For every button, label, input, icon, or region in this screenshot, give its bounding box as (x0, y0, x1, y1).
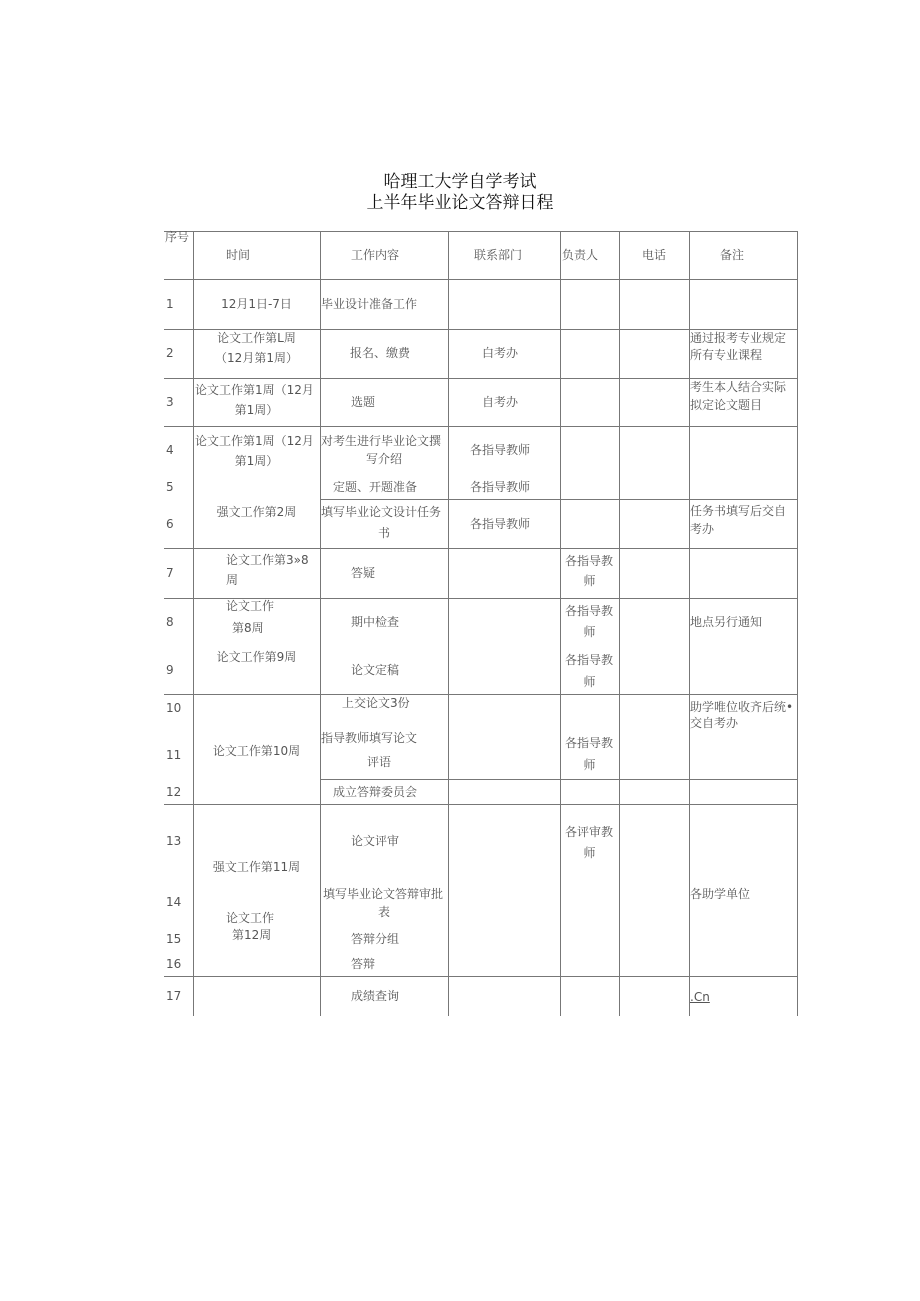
header-dept: 联系部门 (473, 248, 522, 262)
dept-cell: 白考办 (481, 346, 518, 360)
title-line-2: 上半年毕业论文答辩日程 (366, 193, 554, 213)
note-cell: 地点另行通知 (690, 615, 763, 629)
table-line (320, 779, 798, 780)
time-cell: 论文工作第9周 (216, 650, 297, 664)
time-cell: 论文工作第L周 (217, 331, 296, 345)
table-line (164, 804, 798, 805)
table-line (164, 426, 798, 427)
content-cell: 报名、缴费 (349, 346, 410, 360)
seq-cell: 15 (166, 932, 182, 946)
note-cell: 通过报考专业规定 (690, 331, 787, 345)
time-cell: 12月1日-7日 (221, 297, 292, 311)
content-cell: 表 (377, 905, 390, 919)
note-cell: 考办 (690, 522, 715, 536)
seq-cell: 6 (166, 517, 174, 531)
dept-cell: 各指导教师 (469, 480, 530, 494)
time-cell: 论文工作第1周（12月 (195, 383, 314, 397)
person-cell: 各指导教 (565, 653, 614, 667)
note-cell: 助学唯位收齐后统• (690, 700, 794, 714)
header-time: 时间 (225, 248, 250, 262)
header-note: 备注 (719, 248, 744, 262)
seq-cell: 16 (166, 957, 182, 971)
seq-cell: 7 (166, 566, 174, 580)
table-line (164, 279, 798, 280)
content-cell: 填写毕业论文答辩审批 (323, 887, 444, 901)
dept-cell: 各指导教师 (469, 443, 530, 457)
content-cell: 成绩查询 (351, 989, 400, 1003)
time-cell: 论文工作第3»8 (226, 553, 309, 567)
person-cell: 师 (583, 758, 596, 772)
seq-cell: 17 (166, 989, 182, 1003)
time-cell: 强文工作第11周 (212, 860, 301, 874)
content-cell: 评语 (367, 755, 392, 769)
seq-cell: 5 (166, 480, 174, 494)
content-cell: 论文定稿 (351, 663, 400, 677)
content-cell: 论文评审 (351, 834, 400, 848)
time-cell: 第12周 (232, 928, 272, 942)
time-cell: （12月第1周） (215, 351, 298, 365)
time-cell: 周 (226, 573, 239, 587)
content-cell: 答辩分组 (351, 932, 400, 946)
table-line (164, 231, 798, 232)
note-cell: 考生本人结合实际 (690, 380, 787, 394)
person-cell: 各指导教 (565, 554, 614, 568)
person-cell: 各指导教 (565, 604, 614, 618)
content-cell: 写介绍 (365, 452, 402, 466)
person-cell: 师 (583, 625, 596, 639)
content-cell: 指导教师填写论文 (321, 731, 418, 745)
note-cell: 拟定论文题目 (690, 398, 763, 412)
time-cell: 第1周） (234, 454, 279, 468)
content-cell: 答辩 (351, 957, 376, 971)
time-cell: 论文工作 (226, 599, 275, 613)
note-cell: 任务书填写后交自 (690, 504, 787, 518)
table-line (320, 499, 798, 500)
seq-cell: 12 (166, 785, 182, 799)
table-line (164, 694, 798, 695)
note-cell: 各助学单位 (690, 887, 751, 901)
content-cell: 答疑 (351, 566, 376, 580)
time-cell: 第1周） (234, 403, 279, 417)
content-cell: 选题 (351, 395, 376, 409)
title-line-1: 哈理工大学自学考试 (383, 172, 537, 192)
content-cell: 成立答辩委员会 (333, 785, 418, 799)
content-cell: 定题、开题准备 (333, 480, 418, 494)
seq-cell: 4 (166, 443, 174, 457)
note-link[interactable]: .Cn (690, 990, 710, 1004)
dept-cell: 各指导教师 (469, 517, 530, 531)
content-cell: 填写毕业论文设计任务 (321, 505, 442, 519)
person-cell: 各评审教 (565, 825, 614, 839)
seq-cell: 2 (166, 346, 174, 360)
content-cell: 对考生进行毕业论文撰 (321, 434, 442, 448)
time-cell: 论文工作第1周（12月 (195, 434, 314, 448)
table-line (619, 231, 620, 1016)
person-cell: 师 (583, 574, 596, 588)
seq-cell: 3 (166, 395, 174, 409)
seq-cell: 10 (166, 701, 182, 715)
content-cell: 毕业设计准备工作 (321, 297, 418, 311)
time-cell: 论文工作 (226, 911, 275, 925)
person-cell: 各指导教 (565, 736, 614, 750)
content-cell: 上交论文3份 (342, 696, 410, 710)
content-cell: 期中检查 (351, 615, 400, 629)
table-line (164, 548, 798, 549)
time-cell: 论文工作第10周 (212, 744, 301, 758)
table-line (164, 976, 798, 977)
seq-cell: 9 (166, 663, 174, 677)
dept-cell: 自考办 (481, 395, 518, 409)
header-content: 工作内容 (350, 248, 399, 262)
header-person: 负责人 (562, 248, 599, 262)
table-line (797, 231, 798, 1016)
seq-cell: 11 (166, 748, 182, 762)
person-cell: 师 (583, 675, 596, 689)
header-seq: 序号 (165, 230, 190, 244)
time-cell: 第8周 (232, 621, 264, 635)
time-cell: 强文工作第2周 (216, 505, 297, 519)
person-cell: 师 (583, 846, 596, 860)
note-cell: 交自考办 (690, 716, 739, 730)
content-cell: 书 (377, 526, 390, 540)
header-phone: 电话 (641, 248, 666, 262)
seq-cell: 8 (166, 615, 174, 629)
seq-cell: 1 (166, 297, 174, 311)
note-cell: 所有专业课程 (690, 348, 763, 362)
seq-cell: 14 (166, 895, 182, 909)
seq-cell: 13 (166, 834, 182, 848)
